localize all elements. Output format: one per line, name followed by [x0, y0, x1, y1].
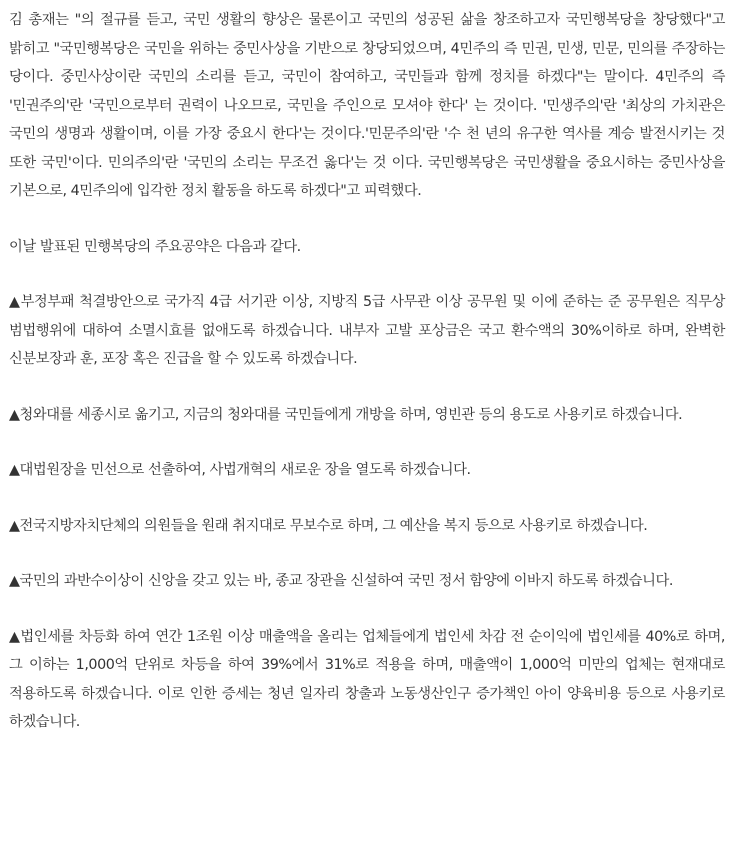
pledge-elected-chief-justice: ▲대법원장을 민선으로 선출하여, 사법개혁의 새로운 장을 열도록 하겠습니다. — [9, 462, 471, 478]
paragraph-pledges-heading: 이날 발표된 민행복당의 주요공약은 다음과 같다. — [9, 238, 301, 255]
pledge-anti-corruption: ▲부정부패 척결방안으로 국가직 4급 서기관 이상, 지방직 5급 사무관 이상 공무원 및 이에 준하는 준 공무원은 직무상 범법행위에 대하여 소멸시효를 없애도록 하겠습니다. 내부자 고발 포상금은 국고 환수액의 30%이하로 하며, 완벽한 신분보장과 훈, 포장 혹은 진급을 할 수 있도록 하겠습니다. — [9, 294, 725, 367]
pledge-religion-minister: ▲국민의 과반수이상이 신앙을 갖고 있는 바, 종교 장관을 신설하여 국민 정서 함양에 이바지 하도록 하겠습니다. — [9, 573, 673, 589]
pledge-corporate-tax: ▲법인세를 차등화 하여 연간 1조원 이상 매출액을 올리는 업체들에게 법인세 차감 전 순이익에 법인세를 40%로 하며, 그 이하는 1,000억 단위로 차등을 하여 39%에서 31%로 적용을 하며, 매출액이 1,000억 미만의 업체는 현재대로 적용하도록 하겠습니다. 이로 인한 증세는 청년 일자리 창출과 노동생산인구 증가책인 아이 양육비용 등으로 사용키로 하겠습니다. — [9, 628, 725, 730]
paragraph-intro-quote: 김 총재는 "의 절규를 듣고, 국민 생활의 향상은 물론이고 국민의 성공된 삶을 창조하고자 국민행복당을 창당했다"고 밝히고 "국민행복당은 국민을 위하는 중민사상을 기반으로 창당되었으며, 4민주의 즉 민권, 민생, 민문, 민의를 주장하는 당이다. 중민사상이란 국민의 소리를 듣고, 국민이 참여하고, 국민들과 함께 정치를 하겠다"는 말이다. 4민주의 즉 '민권주의'란 '국민으로부터 권력이 나오므로, 국민을 주인으로 모셔야 한다' 는 것이다. '민생주의'란 '최상의 가치관은 국민의 생명과 생활이며, 이를 가장 중요시 한다'는 것이다.'민문주의'란 '수 천 년의 유구한 역사를 계승 발전시키는 것 또한 국민'이다. 민의주의'란 '국민의 소리는 무조건 옳다'는 것 이다. 국민행복당은 국민생활을 중요시하는 중민사상을 기본으로, 4민주의에 입각한 정치 활동을 하도록 하겠다"고 피력했다. — [9, 12, 725, 199]
pledge-unpaid-local-councils: ▲전국지방자치단체의 의원들을 원래 취지대로 무보수로 하며, 그 예산을 복지 등으로 사용키로 하겠습니다. — [9, 517, 648, 534]
pledge-blue-house-relocation: ▲청와대를 세종시로 옮기고, 지금의 청와대를 국민들에게 개방을 하며, 영빈관 등의 용도로 사용키로 하겠습니다. — [9, 406, 683, 423]
